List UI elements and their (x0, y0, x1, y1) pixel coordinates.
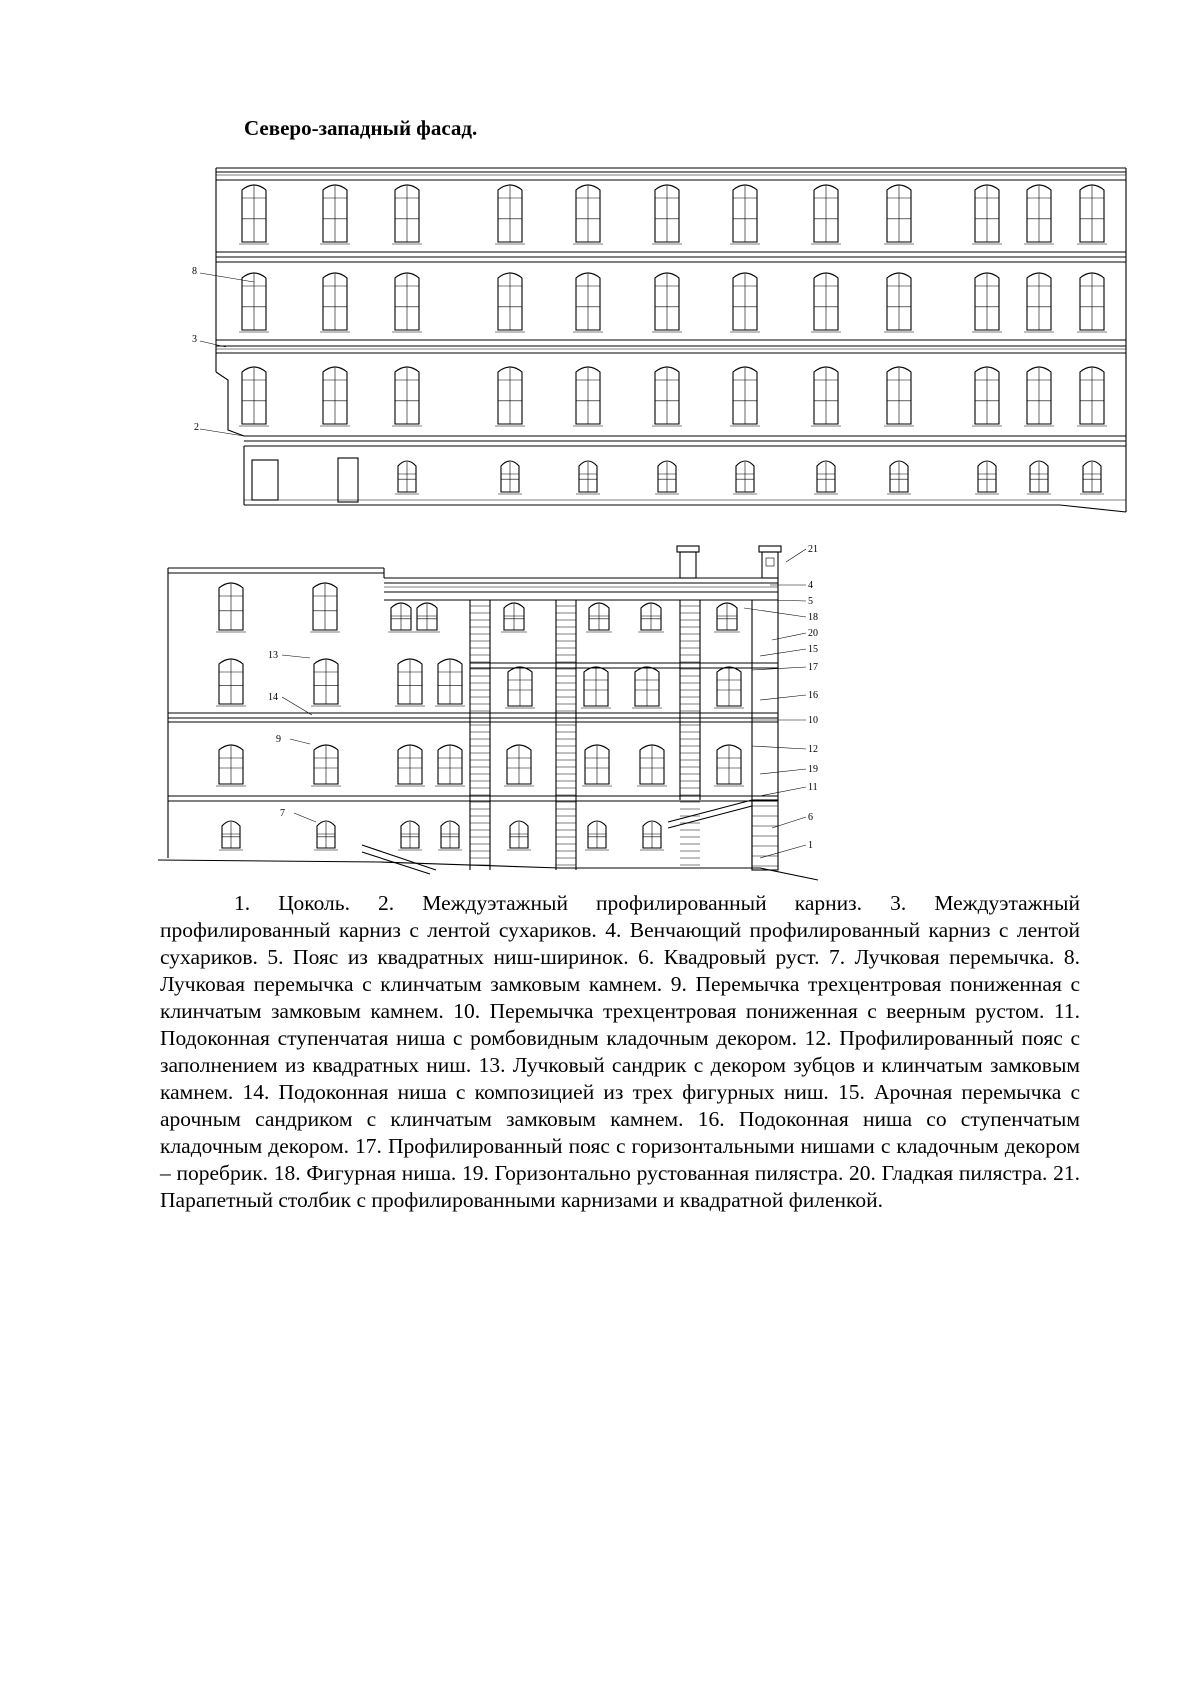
window (1024, 367, 1054, 426)
window (730, 273, 760, 332)
window (884, 185, 914, 244)
window (585, 821, 609, 850)
window (573, 367, 603, 426)
window (1027, 461, 1051, 494)
window (576, 461, 600, 494)
window (1077, 273, 1107, 332)
window (219, 821, 243, 850)
window (392, 185, 422, 244)
callout-5: 5 (808, 596, 813, 607)
callout-13: 13 (268, 650, 278, 661)
window (392, 367, 422, 426)
window (884, 367, 914, 426)
window (814, 461, 838, 494)
callout-10: 10 (808, 715, 818, 726)
callout-16: 16 (808, 690, 818, 701)
window (395, 461, 419, 494)
window (714, 745, 744, 786)
callout-18: 18 (808, 612, 818, 623)
window (320, 367, 350, 426)
window (310, 583, 340, 632)
callout-19: 19 (808, 764, 818, 775)
callout-15: 15 (808, 644, 818, 655)
window (216, 583, 246, 632)
window (573, 273, 603, 332)
callout-2: 2 (194, 422, 199, 433)
callout-1: 1 (808, 840, 813, 851)
window (638, 603, 664, 632)
window (1077, 367, 1107, 426)
callout-14: 14 (268, 692, 278, 703)
window (1077, 185, 1107, 244)
window (216, 659, 246, 706)
callout-7: 7 (280, 808, 285, 819)
window (320, 185, 350, 244)
window (730, 185, 760, 244)
window (438, 821, 462, 850)
window (972, 273, 1002, 332)
caption-text: 1. Цоколь. 2. Междуэтажный профилированный карниз. 3. Междуэтажный профилированный карниз с лентой сухариков. 4. Венчающий профилированный карниз с лентой сухариков. 5. Пояс из квадратных ниш-ширинок. 6. Квадровый руст. 7. Лучковая перемычка. 8. Лучковая перемычка с клинчатым замковым камнем. 9. Перемычка трехцентровая пониженная с клинчатым замковым камнем. 10. Перемычка трехцентровая пониженная с веерным рустом. 11. Подоконная ступенчатая ниша с ромбовидным кладочным декором. 12. Профилированный пояс с заполнением из квадратных ниш. 13. Лучковый сандрик с декором зубцов и клинчатым замковым камнем. 14. Подоконная ниша с композицией из трех фигурных ниш. 15. Арочная перемычка с арочным сандриком с клинчатым замковым камнем. 16. Подоконная ниша со ступенчатым кладочным декором. 17. Профилированный пояс с горизонтальными нишами с кладочным декором – поребрик. 18. Фигурная ниша. 19. Горизонтально рустованная пилястра. 20. Гладкая пилястра. 21. Парапетный столбик с профилированными карнизами и квадратной филенкой. (160, 891, 1080, 1212)
window (972, 367, 1002, 426)
window (435, 659, 465, 706)
window (435, 745, 465, 786)
window (652, 367, 682, 426)
callout-8: 8 (192, 266, 197, 277)
window (573, 185, 603, 244)
callout-9: 9 (276, 734, 281, 745)
window (239, 185, 269, 244)
window (655, 461, 679, 494)
window (640, 821, 664, 850)
window (887, 461, 911, 494)
window (495, 185, 525, 244)
window (216, 745, 246, 786)
window (495, 367, 525, 426)
window (501, 603, 527, 632)
window (507, 821, 531, 850)
callout-3: 3 (192, 334, 197, 345)
window (581, 667, 611, 708)
window (811, 185, 841, 244)
window (314, 821, 338, 850)
window (505, 667, 535, 708)
window (311, 745, 341, 786)
window (975, 461, 999, 494)
window (311, 659, 341, 706)
window (714, 667, 744, 708)
window (320, 273, 350, 332)
window (632, 667, 662, 708)
window (495, 273, 525, 332)
callout-6: 6 (808, 812, 813, 823)
window (811, 367, 841, 426)
callout-11: 11 (808, 782, 818, 793)
window (1080, 461, 1104, 494)
window (239, 273, 269, 332)
window (884, 273, 914, 332)
window (392, 273, 422, 332)
callout-4: 4 (808, 580, 813, 591)
window (811, 273, 841, 332)
callout-20: 20 (808, 628, 818, 639)
window (239, 367, 269, 426)
callout-17: 17 (808, 662, 818, 673)
window (388, 603, 414, 632)
window (730, 367, 760, 426)
window (586, 603, 612, 632)
callout-21: 21 (808, 544, 818, 555)
window (1024, 185, 1054, 244)
window (714, 603, 740, 632)
callout-12: 12 (808, 744, 818, 755)
window (733, 461, 757, 494)
figure-caption (160, 890, 1080, 1214)
window (582, 745, 612, 786)
window (972, 185, 1002, 244)
window (1024, 273, 1054, 332)
window (652, 273, 682, 332)
window (498, 461, 522, 494)
window (395, 745, 425, 786)
window (504, 745, 534, 786)
window (395, 659, 425, 706)
window (414, 603, 440, 632)
page-heading: Северо-западный фасад. (244, 116, 478, 140)
window (652, 185, 682, 244)
window (398, 821, 422, 850)
window (637, 745, 667, 786)
